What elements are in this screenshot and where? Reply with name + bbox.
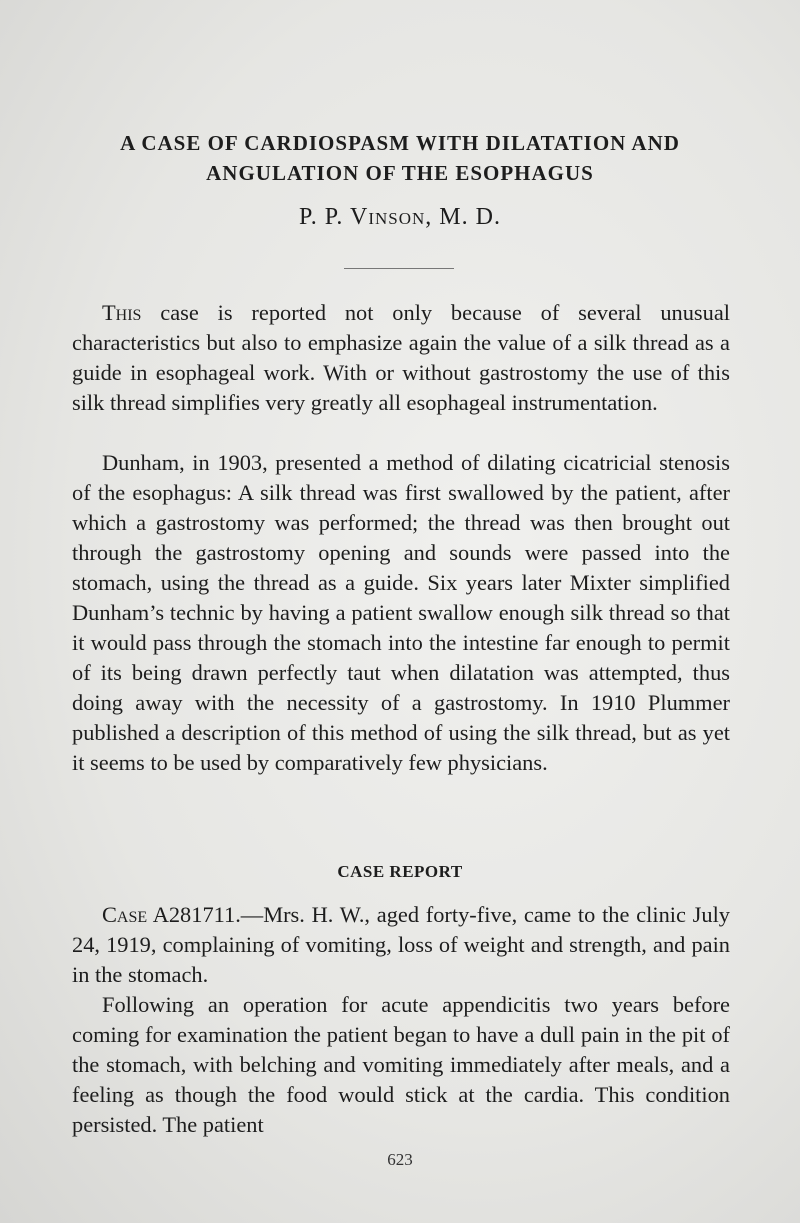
- paragraph-case-history: Following an operation for acute appendicitis two years before coming for examination the patient began to have a dull pain in the pit of the stomach, with belching and vomiting immediately after meals, and a feeling as though the food would stick at the cardia. This condition persisted. The patient: [72, 992, 730, 1137]
- case-lead-word: Case: [102, 902, 148, 927]
- title-divider: [344, 268, 454, 269]
- author-name: P. P. Vinson, M. D.: [299, 204, 501, 230]
- paragraph-intro: [72, 298, 730, 418]
- article-title: [60, 128, 740, 188]
- page-number: 623: [387, 1150, 413, 1169]
- paragraph-text: A281711.—Mrs. H. W., aged forty-five, came to the clinic July 24, 1919, complaining of vomiting, loss of weight and strength, and pain in the stomach.: [72, 902, 730, 987]
- section-heading: CASE REPORT: [337, 862, 463, 881]
- paragraph-history: Dunham, in 1903, presented a method of dilating cicatricial stenosis of the esophagus: A silk thread was first swallowed by the patient, after which a gastrostomy was performed; the thread was then brought out through the gastrostomy opening and sounds were passed into the stomach, using the thread as a guide. Six years later Mixter simplified Dunham’s technic by having a patient swallow enough silk thread so that it would pass through the stomach into the intestine far enough to permit of its being drawn perfectly taut when dilatation was attempted, thus doing away with the necessity of a gastrostomy. In 1910 Plummer published a description of this method of using the silk thread, but as yet it seems to be used by comparatively few physicians.: [72, 450, 730, 775]
- title-line-1: A CASE OF CARDIOSPASM WITH DILATATION AND: [120, 131, 680, 155]
- paragraph-lead-word: This: [102, 300, 142, 325]
- paragraph-text: case is reported not only because of several unusual characteristics but also to emphasize again the value of a silk thread as a guide in esophageal work. With or without gastrostomy the use of this silk thread simplifies very greatly all esophageal instrumentation.: [72, 300, 730, 415]
- title-line-2: ANGULATION OF THE ESOPHAGUS: [206, 161, 594, 185]
- paragraph-case-intro: [72, 900, 730, 990]
